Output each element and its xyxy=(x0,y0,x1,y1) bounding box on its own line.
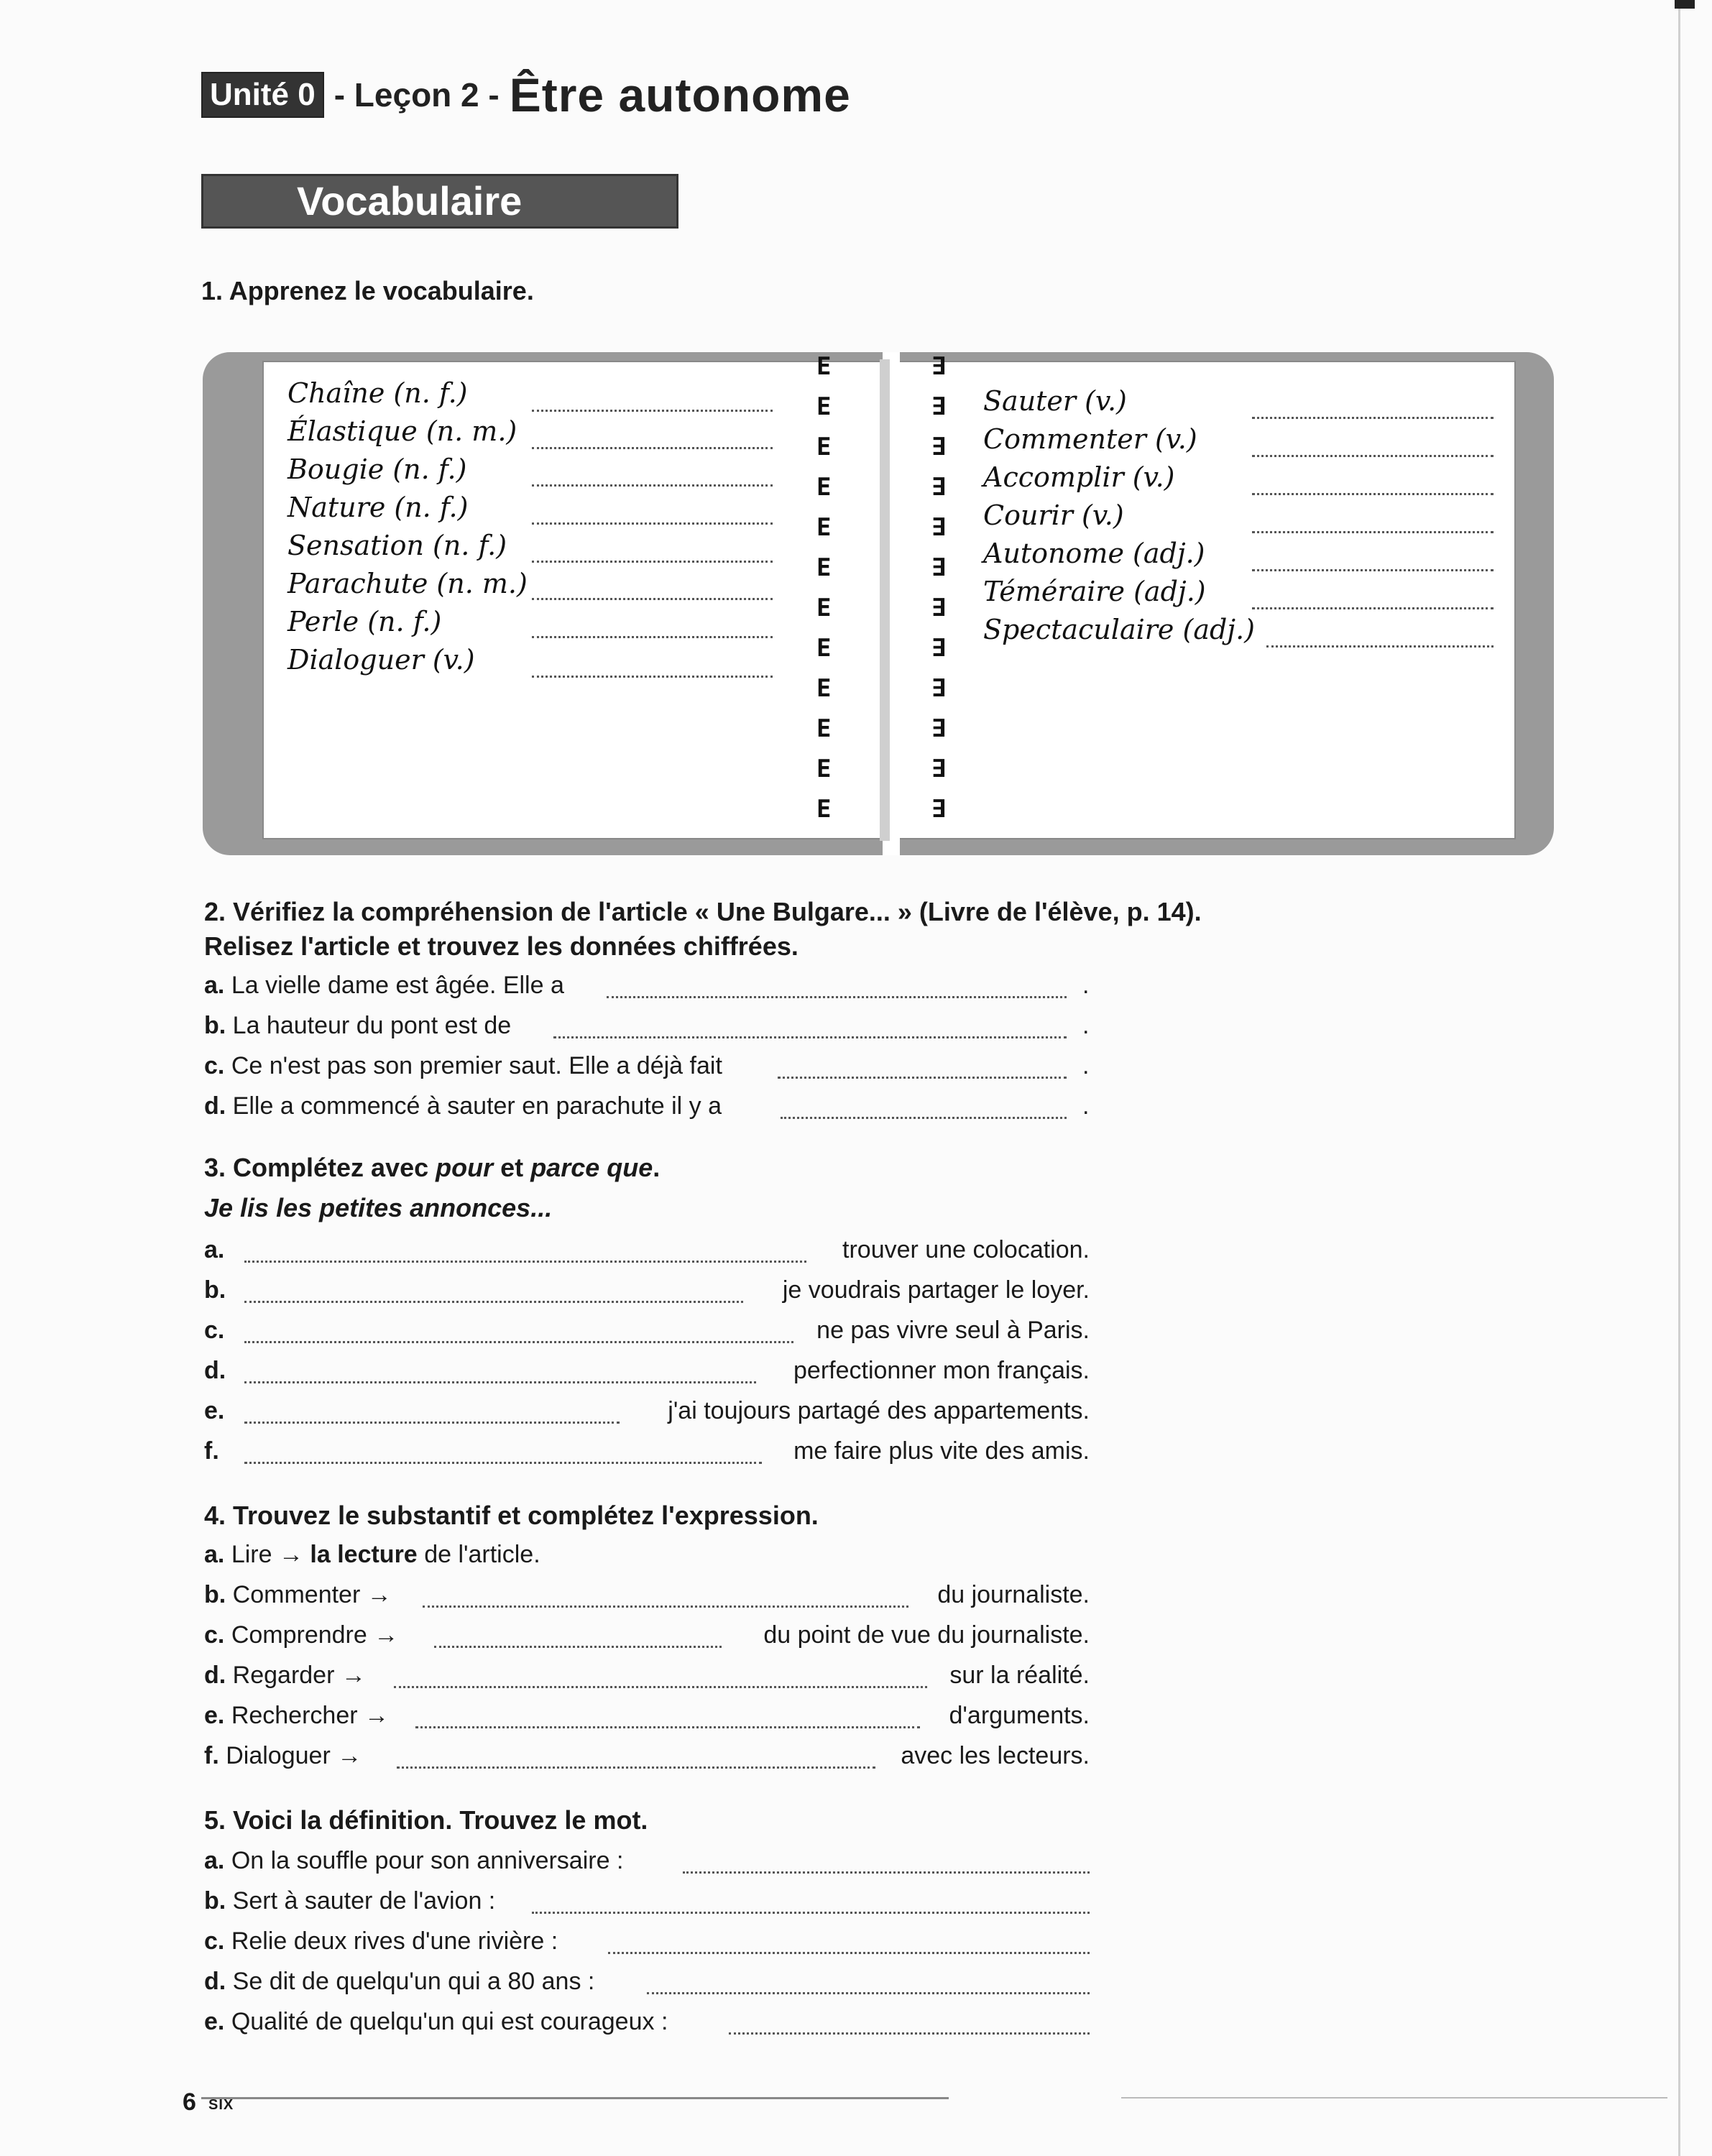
answer-line[interactable] xyxy=(607,996,1067,998)
ring-left: E xyxy=(816,392,832,421)
ring-right: ∃ xyxy=(931,513,947,542)
q2-item: c. Ce n'est pas son premier saut. Elle a déjà fait xyxy=(204,1052,722,1079)
answer-line[interactable] xyxy=(781,1117,1067,1119)
ring-left: E xyxy=(816,714,832,743)
ring-left: E xyxy=(816,473,832,502)
ring-right: ∃ xyxy=(931,634,947,663)
q4-item-text: du journaliste. xyxy=(937,1581,1090,1608)
answer-line[interactable] xyxy=(729,2032,1090,2035)
item-letter: e. xyxy=(204,1397,225,1424)
answer-line[interactable] xyxy=(778,1077,1067,1079)
answer-line[interactable] xyxy=(608,1952,1090,1954)
vocab-word: Téméraire (adj.) xyxy=(983,576,1206,607)
vocab-word: Autonome (adj.) xyxy=(983,538,1205,569)
answer-line[interactable] xyxy=(532,676,773,678)
q5-item: c. Relie deux rives d'une rivière : xyxy=(204,1927,558,1955)
lesson-title: Être autonome xyxy=(509,68,851,121)
answer-line[interactable] xyxy=(244,1422,620,1424)
q4-item: d. Regarder → xyxy=(204,1662,366,1689)
vocab-word: Dialoguer (v.) xyxy=(287,644,475,676)
item-letter: a. xyxy=(204,1236,225,1263)
answer-line[interactable] xyxy=(434,1646,722,1648)
answer-line[interactable] xyxy=(532,1912,1090,1914)
answer-line[interactable] xyxy=(1266,645,1494,648)
ring-right: ∃ xyxy=(931,553,947,582)
vocab-word: Chaîne (n. f.) xyxy=(287,377,468,409)
answer-line[interactable] xyxy=(1252,417,1494,419)
ring-left: E xyxy=(816,634,832,663)
ring-right: ∃ xyxy=(931,392,947,421)
answer-line[interactable] xyxy=(532,410,773,412)
unit-badge: Unité 0 xyxy=(201,72,324,118)
q5-item: a. On la souffle pour son anniversaire : xyxy=(204,1847,624,1874)
page-number-word: SIX xyxy=(208,2097,234,2113)
q4-example: a. Lire → la lecture de l'article. xyxy=(204,1541,540,1568)
vocab-word: Courir (v.) xyxy=(983,499,1124,531)
page-edge xyxy=(1678,0,1680,2156)
q3-item-text: je voudrais partager le loyer. xyxy=(782,1276,1090,1304)
item-letter: f. xyxy=(204,1437,219,1465)
footer-rule xyxy=(201,2097,949,2099)
lesson-header xyxy=(201,66,851,124)
section-banner: Vocabulaire xyxy=(201,174,678,229)
ring-right: ∃ xyxy=(931,795,947,824)
answer-line[interactable] xyxy=(532,484,773,487)
answer-line[interactable] xyxy=(415,1726,920,1728)
answer-line[interactable] xyxy=(397,1766,875,1769)
ring-wire xyxy=(880,359,890,841)
answer-line[interactable] xyxy=(553,1036,1067,1038)
q3-item-text: perfectionner mon français. xyxy=(793,1357,1090,1384)
q5-item: d. Se dit de quelqu'un qui a 80 ans : xyxy=(204,1968,595,1995)
answer-line[interactable] xyxy=(1252,531,1494,533)
item-letter: d. xyxy=(204,1357,226,1384)
answer-line[interactable] xyxy=(532,522,773,525)
q4-title: 4. Trouvez le substantif et complétez l'expression. xyxy=(204,1501,819,1530)
ring-left: E xyxy=(816,755,832,783)
q3-item-text: me faire plus vite des amis. xyxy=(793,1437,1090,1465)
ring-left: E xyxy=(816,553,832,582)
q2-title-line2: Relisez l'article et trouvez les données chiffrées. xyxy=(204,931,799,961)
footer-rule-right xyxy=(1121,2097,1667,2099)
answer-line[interactable] xyxy=(1252,607,1494,609)
answer-line[interactable] xyxy=(532,636,773,638)
q3-subtitle: Je lis les petites annonces... xyxy=(204,1193,553,1222)
q2-item: a. La vielle dame est âgée. Elle a xyxy=(204,972,564,999)
vocab-word: Spectaculaire (adj.) xyxy=(983,614,1255,645)
vocab-word: Bougie (n. f.) xyxy=(287,453,467,485)
lesson-number: - Leçon 2 - xyxy=(333,76,500,114)
page-number: 6 xyxy=(183,2088,196,2116)
vocab-word: Élastique (n. m.) xyxy=(287,415,517,447)
vocab-word: Commenter (v.) xyxy=(983,423,1197,455)
answer-line[interactable] xyxy=(1252,493,1494,495)
q4-item-text: avec les lecteurs. xyxy=(901,1742,1090,1769)
q4-item: c. Comprendre → xyxy=(204,1621,399,1649)
item-letter: c. xyxy=(204,1317,225,1344)
q5-title: 5. Voici la définition. Trouvez le mot. xyxy=(204,1805,648,1835)
ring-left: E xyxy=(816,594,832,622)
vocab-word: Nature (n. f.) xyxy=(287,492,469,523)
ring-right: ∃ xyxy=(931,755,947,783)
answer-line[interactable] xyxy=(647,1992,1090,1994)
ring-right: ∃ xyxy=(931,473,947,502)
ring-left: E xyxy=(816,513,832,542)
vocab-word: Sensation (n. f.) xyxy=(287,530,507,561)
q4-item: b. Commenter → xyxy=(204,1581,392,1608)
answer-line[interactable] xyxy=(244,1381,756,1383)
ring-left: E xyxy=(816,674,832,703)
q4-item: e. Rechercher → xyxy=(204,1702,390,1729)
answer-line[interactable] xyxy=(244,1462,762,1464)
q5-item: b. Sert à sauter de l'avion : xyxy=(204,1887,496,1915)
q2-item: d. Elle a commencé à sauter en parachute il y a xyxy=(204,1092,722,1120)
item-letter: b. xyxy=(204,1276,226,1304)
q2-item: b. La hauteur du pont est de xyxy=(204,1012,512,1039)
q4-item-text: d'arguments. xyxy=(949,1702,1090,1729)
vocab-word: Sauter (v.) xyxy=(983,385,1127,417)
q3-title: 3. Complétez avec pour et parce que. xyxy=(204,1153,661,1182)
answer-line[interactable] xyxy=(532,447,773,449)
vocab-word: Accomplir (v.) xyxy=(983,461,1175,493)
ring-right: ∃ xyxy=(931,714,947,743)
q2-title-line1: 2. Vérifiez la compréhension de l'article « Une Bulgare... » (Livre de l'élève, p. 14). xyxy=(204,897,1202,926)
vocab-word: Parachute (n. m.) xyxy=(287,568,528,599)
q5-item: e. Qualité de quelqu'un qui est courageux : xyxy=(204,2008,668,2035)
q4-item-text: sur la réalité. xyxy=(949,1662,1090,1689)
answer-line[interactable] xyxy=(394,1686,927,1688)
page-corner-mark xyxy=(1675,0,1695,9)
answer-line[interactable] xyxy=(683,1871,1090,1874)
ring-left: E xyxy=(816,352,832,381)
vocab-word: Perle (n. f.) xyxy=(287,606,442,637)
ring-right: ∃ xyxy=(931,594,947,622)
answer-line[interactable] xyxy=(244,1341,793,1343)
ring-left: E xyxy=(816,795,832,824)
answer-line[interactable] xyxy=(423,1606,908,1608)
answer-line[interactable] xyxy=(244,1261,806,1263)
ring-right: ∃ xyxy=(931,352,947,381)
q3-item-text: ne pas vivre seul à Paris. xyxy=(816,1317,1090,1344)
answer-line[interactable] xyxy=(1252,569,1494,571)
ring-right: ∃ xyxy=(931,674,947,703)
q4-item-text: du point de vue du journaliste. xyxy=(763,1621,1090,1649)
q3-item-text: j'ai toujours partagé des appartements. xyxy=(668,1397,1090,1424)
q3-item-text: trouver une colocation. xyxy=(842,1236,1090,1263)
answer-line[interactable] xyxy=(532,598,773,600)
q4-item: f. Dialoguer → xyxy=(204,1742,362,1769)
answer-line[interactable] xyxy=(532,561,773,563)
ring-left: E xyxy=(816,433,832,461)
notebook-rings xyxy=(816,352,960,855)
answer-line[interactable] xyxy=(1252,455,1494,457)
q1-title: 1. Apprenez le vocabulaire. xyxy=(201,276,534,305)
ring-right: ∃ xyxy=(931,433,947,461)
answer-line[interactable] xyxy=(244,1301,743,1303)
